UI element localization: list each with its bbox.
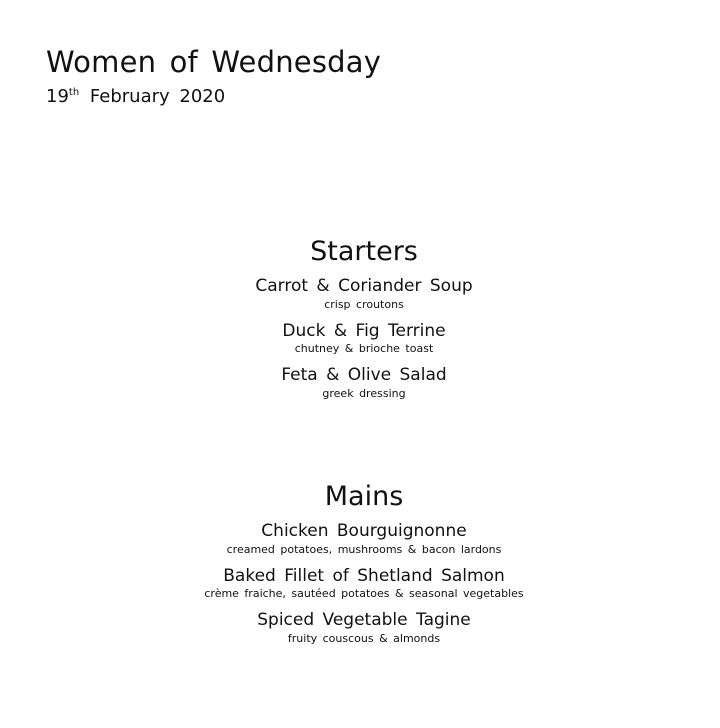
dish-name: Carrot & Coriander Soup xyxy=(255,276,473,297)
dish-name: Feta & Olive Salad xyxy=(281,365,447,386)
dish-description: creamed potatoes, mushrooms & bacon lardons xyxy=(226,542,502,556)
dish-description: fruity couscous & almonds xyxy=(287,631,441,645)
starters-heading: Starters xyxy=(310,236,418,267)
menu-item xyxy=(0,566,720,602)
dish-name: Duck & Fig Terrine xyxy=(282,320,446,341)
dish-name: Baked Fillet of Shetland Salmon xyxy=(223,565,505,586)
dish-name: Spiced Vegetable Tagine xyxy=(257,610,471,631)
date-suffix: th xyxy=(68,87,80,98)
mains-section xyxy=(0,481,720,646)
date-day: 19 xyxy=(46,86,69,107)
menu-item xyxy=(0,610,720,646)
mains-heading: Mains xyxy=(324,481,404,512)
event-title: Women of Wednesday xyxy=(46,45,382,79)
date-month-year: February 2020 xyxy=(89,86,226,107)
dish-description: greek dressing xyxy=(322,386,406,400)
dish-description: crisp croutons xyxy=(324,297,404,311)
event-date xyxy=(46,86,225,108)
dish-name: Chicken Bourguignonne xyxy=(261,521,467,542)
menu-item xyxy=(0,276,720,312)
starters-section xyxy=(0,236,720,401)
dish-description: chutney & brioche toast xyxy=(294,342,434,356)
menu-item xyxy=(0,365,720,401)
dish-description: crème fraiche, sautéed potatoes & seasonal vegetables xyxy=(204,587,524,601)
menu-item xyxy=(0,521,720,557)
menu-item xyxy=(0,321,720,357)
